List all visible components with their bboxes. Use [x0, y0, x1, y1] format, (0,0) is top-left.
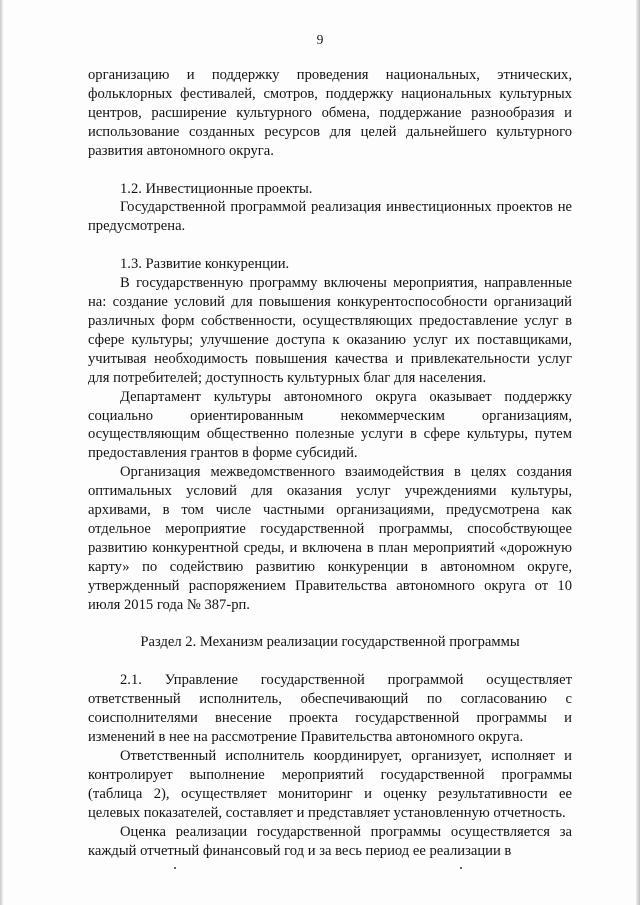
section-heading-mechanism: Раздел 2. Механизм реализации государственной программы	[140, 634, 520, 651]
paragraph-festivals: организацию и поддержку проведения национальных, этнических, фольклорных фестивалей, смотров, поддержку национальных культурных центров, расширение культурного обмена, поддержание разнообразия и использование созданных ресурсов для целей дальнейшего культурного развития автономного округа.	[88, 67, 572, 159]
paragraph-investment: Государственной программой реализация инвестиционных проектов не предусмотрена.	[88, 199, 572, 235]
paragraph-interagency: Организация межведомственного взаимодействия в целях создания оптимальных условий для оказания услуг учреждениями культуры, архивами, в том числе частными организациями, предусмотрена как отдельное мероприятие государственной программы, способствующее развитию конкурентной среды, и включена в план мероприятий «дорожную карту» по содействию развитию конкуренции в автономном округе, утвержденный распоряжением Правительства автономного округа от 10 июля 2015 года № 387-рп.	[88, 464, 572, 613]
scan-speck	[174, 867, 176, 869]
subsection-heading-competition: 1.3. Развитие конкуренции.	[120, 256, 290, 273]
scan-edge-right	[636, 0, 640, 905]
scan-speck	[460, 867, 462, 869]
page-number: 9	[316, 32, 324, 47]
scan-edge-left	[0, 0, 3, 905]
subsection-heading-investment: 1.2. Инвестиционные проекты.	[120, 180, 313, 197]
paragraph-department-support: Департамент культуры автономного округа оказывает поддержку социально ориентированным некоммерческим организациям, осуществляющим общественно полезные услуги в сфере культуры, путем предоставления грантов в форме субсидий.	[88, 388, 572, 462]
paragraph-responsible-executor: Ответственный исполнитель координирует, организует, исполняет и контролирует выполнение мероприятий государственной программы (таблица 2), осуществляет мониторинг и оценку результативности ее целевых показателей, составляет и представляет установленную отчетность.	[88, 748, 572, 821]
paragraph-evaluation: Оценка реализации государственной программы осуществляется за каждый отчетный финансовый год и за весь период ее реализации в	[88, 823, 572, 859]
paragraph-competition-measures: В государственную программу включены мероприятия, направленные на: создание условий для повышения конкурентоспособности организаций различных форм собственности, осуществляющих предоставление услуг в сфере культуры; улучшение доступа к оказанию услуг их поставщиками, учитывая необходимость повышения качества и привлекательности услуг для потребителей; доступность культурных благ для населения.	[88, 275, 572, 386]
paragraph-management: 2.1. Управление государственной программой осуществляет ответственный исполнитель, обеспечивающий по согласованию с соисполнителями внесение проекта государственной программы и изменений в нее на рассмотрение Правительства автономного округа.	[88, 672, 572, 746]
page-body	[88, 66, 572, 860]
